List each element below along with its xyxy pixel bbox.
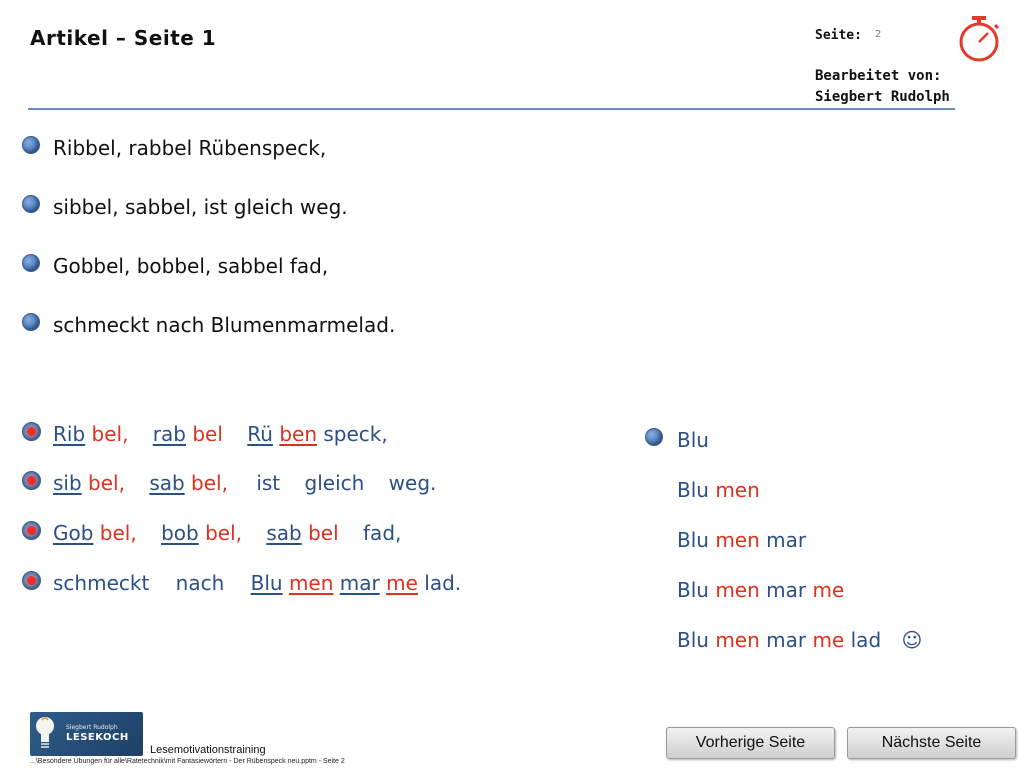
syllable: bel, — [91, 422, 129, 446]
syllable: ist — [256, 471, 281, 495]
syllable: Blu — [677, 428, 709, 452]
syllable: sab — [266, 521, 302, 545]
syllable: Blu — [677, 528, 709, 552]
syllable: ben — [279, 422, 317, 446]
syllable: bel — [192, 422, 223, 446]
syllable: speck, — [323, 422, 388, 446]
syllable: Blu — [677, 578, 709, 602]
poem-line-4: schmeckt nach Blumenmarmelad. — [53, 313, 396, 337]
lesekoch-logo — [30, 712, 143, 756]
build-step-2 — [677, 478, 760, 502]
build-step-4 — [677, 578, 844, 602]
bullet-icon — [22, 313, 40, 331]
lightbulb-icon — [34, 714, 56, 752]
page-label: Seite: — [815, 28, 862, 43]
bullet-icon — [22, 195, 40, 213]
editor-info — [815, 66, 950, 108]
bullet-icon — [22, 571, 41, 590]
syllable: me — [812, 628, 845, 652]
syllable: Blu — [677, 628, 709, 652]
smiley-icon: ☺ — [901, 628, 923, 652]
bullet-icon — [22, 422, 41, 441]
syllable: fad, — [363, 521, 402, 545]
syllable-line-2 — [53, 471, 436, 495]
footer-file-path: ...\Besondere Übungen für alle\Ratetechnik\mit Fantasiewörtern - Der Rübenspeck neu.pptm - Seite 2 — [30, 758, 345, 765]
build-step-5 — [677, 628, 922, 652]
bullet-icon — [22, 471, 41, 490]
syllable: men — [715, 478, 760, 502]
build-step-3 — [677, 528, 806, 552]
syllable: men — [715, 578, 760, 602]
poem-line-3: Gobbel, bobbel, sabbel fad, — [53, 254, 329, 278]
syllable: mar — [766, 628, 807, 652]
syllable: Rib — [53, 422, 86, 446]
syllable: mar — [766, 578, 807, 602]
bullet-icon — [22, 254, 40, 272]
footer-title: Lesemotivationstraining — [150, 744, 266, 756]
syllable-line-1 — [53, 422, 388, 446]
logo-author: Siegbert Rudolph — [66, 724, 118, 731]
bullet-icon — [22, 136, 40, 154]
syllable: bob — [161, 521, 199, 545]
editor-name: Siegbert Rudolph — [815, 89, 950, 105]
syllable: sib — [53, 471, 82, 495]
syllable: nach — [175, 571, 225, 595]
syllable: mar — [339, 571, 380, 595]
page-title: Artikel – Seite 1 — [30, 26, 217, 50]
bullet-icon — [22, 521, 41, 540]
syllable: weg. — [388, 471, 437, 495]
syllable: bel, — [205, 521, 242, 545]
syllable: Blu — [250, 571, 283, 595]
syllable: bel, — [99, 521, 137, 545]
syllable: gleich — [304, 471, 365, 495]
page-number: 2 — [875, 29, 882, 40]
next-page-button[interactable]: Nächste Seite — [847, 727, 1016, 759]
header-divider — [28, 108, 955, 110]
syllable: men — [715, 528, 760, 552]
syllable-line-3 — [53, 521, 401, 545]
syllable: bel — [308, 521, 339, 545]
syllable: me — [386, 571, 418, 595]
syllable: bel, — [191, 471, 228, 495]
poem-line-2: sibbel, sabbel, ist gleich weg. — [53, 195, 348, 219]
syllable: men — [715, 628, 760, 652]
poem-line-1: Ribbel, rabbel Rübenspeck, — [53, 136, 327, 160]
syllable: Gob — [53, 521, 94, 545]
syllable: lad — [850, 628, 882, 652]
syllable: lad. — [424, 571, 462, 595]
syllable: Blu — [677, 478, 709, 502]
syllable-line-4 — [53, 571, 461, 595]
bullet-icon — [645, 428, 663, 446]
logo-brand: LESEKOCH — [66, 732, 129, 743]
syllable: Rü — [247, 422, 273, 446]
syllable: sab — [149, 471, 185, 495]
syllable: schmeckt — [53, 571, 150, 595]
syllable: men — [288, 571, 334, 595]
previous-page-button[interactable]: Vorherige Seite — [666, 727, 835, 759]
build-step-1 — [677, 428, 709, 452]
syllable: mar — [766, 528, 807, 552]
syllable: rab — [152, 422, 186, 446]
editor-label: Bearbeitet von: — [815, 68, 942, 84]
syllable: bel, — [88, 471, 125, 495]
stopwatch-icon[interactable] — [956, 14, 1002, 64]
syllable: me — [812, 578, 845, 602]
